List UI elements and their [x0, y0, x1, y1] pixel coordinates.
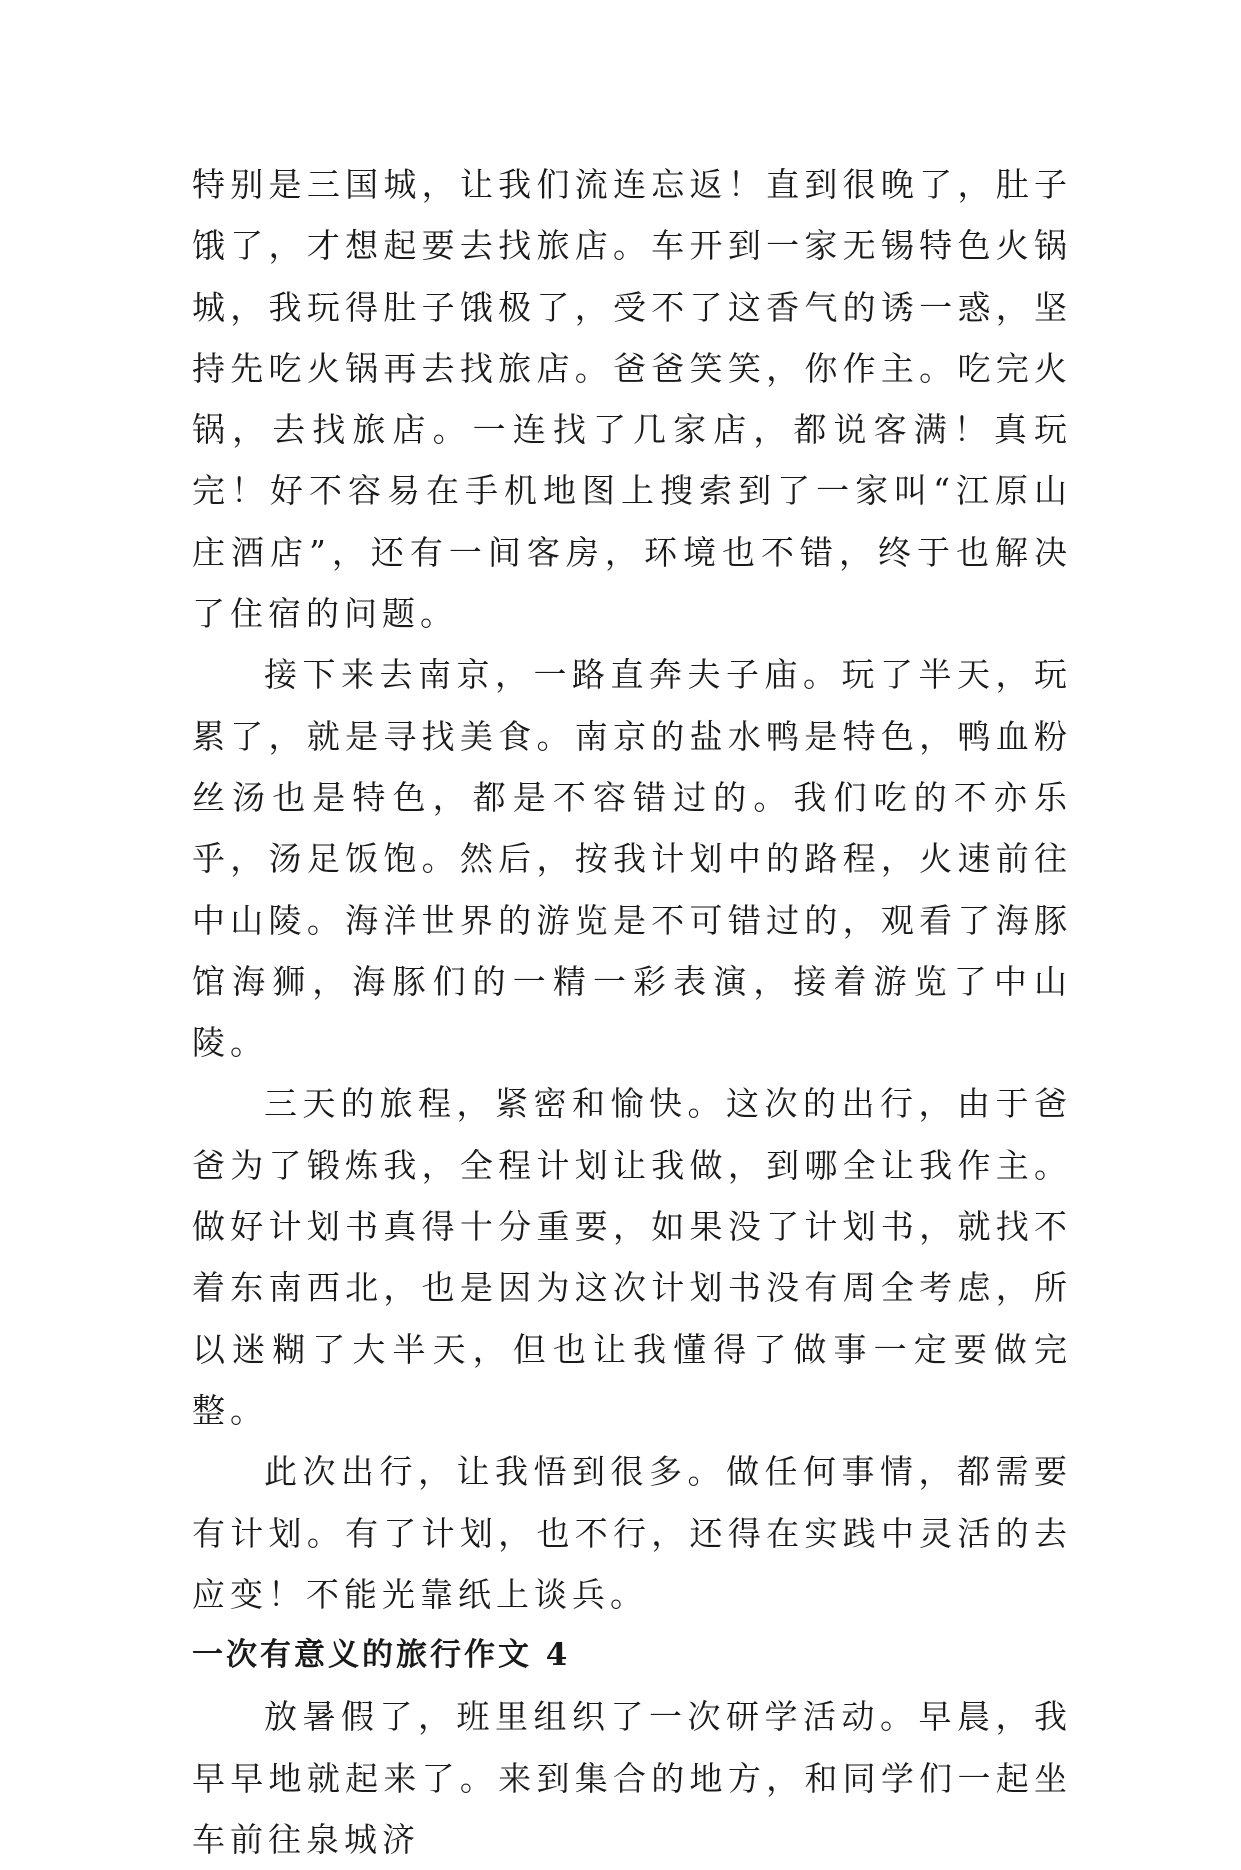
paragraph-continued: 特别是三国城，让我们流连忘返！直到很晚了，肚子饿了，才想起要去找旅店。车开到一家无锡特色火锅城，我玩得肚子饿极了，受不了这香气的诱一惑，坚持先吃火锅再去找旅店。爸爸笑笑，你作主。吃完火锅，去找旅店。一连找了几家店，都说客满！真玩完！好不容易在手机地图上搜索到了一家叫“江原山庄酒店”，还有一间客房，环境也不错，终于也解决了住宿的问题。 [192, 165, 1072, 634]
section-heading: 一次有意义的旅行作文 4 [192, 1637, 571, 1674]
paragraph-conclusion: 此次出行，让我悟到很多。做任何事情，都需要有计划。有了计划，也不行，还得在实践中灵活的去应变！不能光靠纸上谈兵。 [192, 1452, 1072, 1614]
paragraph-three-days: 三天的旅程，紧密和愉快。这次的出行，由于爸爸为了锻炼我，全程计划让我做，到哪全让我作主。做好计划书真得十分重要，如果没了计划书，就找不着东南西北，也是因为这次计划书没有周全考虑，所以迷糊了大半天，但也让我懂得了做事一定要做完整。 [192, 1084, 1072, 1430]
paragraph-nanjing: 接下来去南京，一路直奔夫子庙。玩了半天，玩累了，就是寻找美食。南京的盐水鸭是特色，鸭血粉丝汤也是特色，都是不容错过的。我们吃的不亦乐乎，汤足饭饱。然后，按我计划中的路程，火速前往中山陵。海洋世界的游览是不可错过的，观看了海豚馆海狮，海豚们的一精一彩表演，接着游览了中山陵。 [192, 655, 1072, 1063]
document-body [192, 154, 1072, 1870]
paragraph-summer-trip: 放暑假了，班里组织了一次研学活动。早晨，我早早地就起来了。来到集合的地方，和同学们一起坐车前往泉城济 [192, 1697, 1072, 1860]
